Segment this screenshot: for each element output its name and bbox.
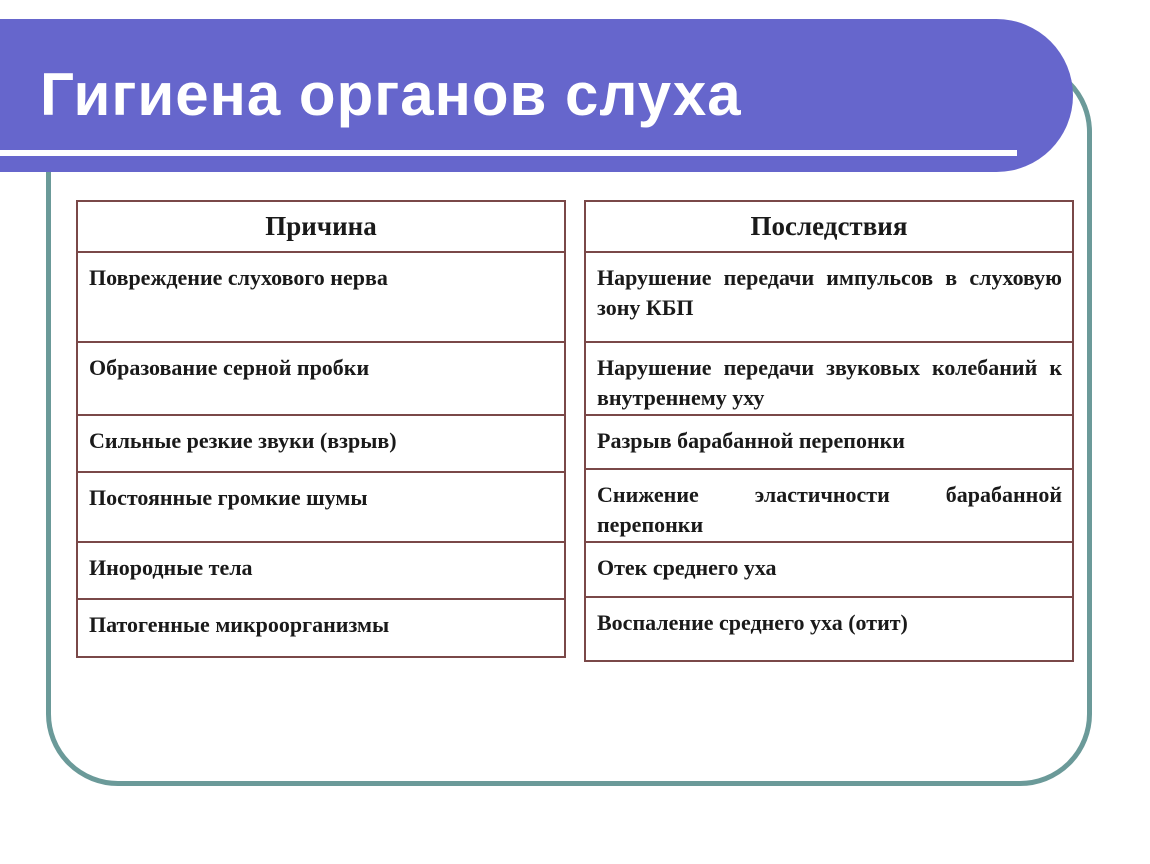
table-row (77, 252, 565, 342)
table-row (77, 599, 565, 657)
cause-cell: Повреждение слухового нерва (77, 252, 565, 342)
causes-header: Причина (77, 201, 565, 252)
cause-cell: Сильные резкие звуки (взрыв) (77, 415, 565, 472)
cause-cell: Постоянные громкие шумы (77, 472, 565, 542)
effect-cell: Разрыв барабанной перепонки (585, 415, 1073, 469)
effect-cell: Отек среднего уха (585, 542, 1073, 597)
table-row (585, 342, 1073, 415)
table-row (77, 415, 565, 472)
cause-cell: Патогенные микроорганизмы (77, 599, 565, 657)
effect-cell: Воспаление среднего уха (отит) (585, 597, 1073, 661)
table-row (77, 342, 565, 415)
slide-title: Гигиена органов слуха (40, 61, 742, 128)
table-row (585, 542, 1073, 597)
table-header-row (77, 201, 565, 252)
table-header-row (585, 201, 1073, 252)
effects-table (584, 200, 1074, 662)
effect-cell: Нарушение передачи звуковых колебаний к внутреннему уху (585, 342, 1073, 415)
table-row (585, 469, 1073, 542)
table-row (77, 542, 565, 599)
cause-cell: Образование серной пробки (77, 342, 565, 415)
table-row (585, 252, 1073, 342)
table-row (585, 597, 1073, 661)
causes-table (76, 200, 566, 658)
effect-cell: Нарушение передачи импульсов в слуховую зону КБП (585, 252, 1073, 342)
cause-cell: Инородные тела (77, 542, 565, 599)
effect-cell: Снижение эластичности барабанной перепонки (585, 469, 1073, 542)
table-row (77, 472, 565, 542)
effects-header: Последствия (585, 201, 1073, 252)
table-row (585, 415, 1073, 469)
title-underline (0, 150, 1017, 156)
